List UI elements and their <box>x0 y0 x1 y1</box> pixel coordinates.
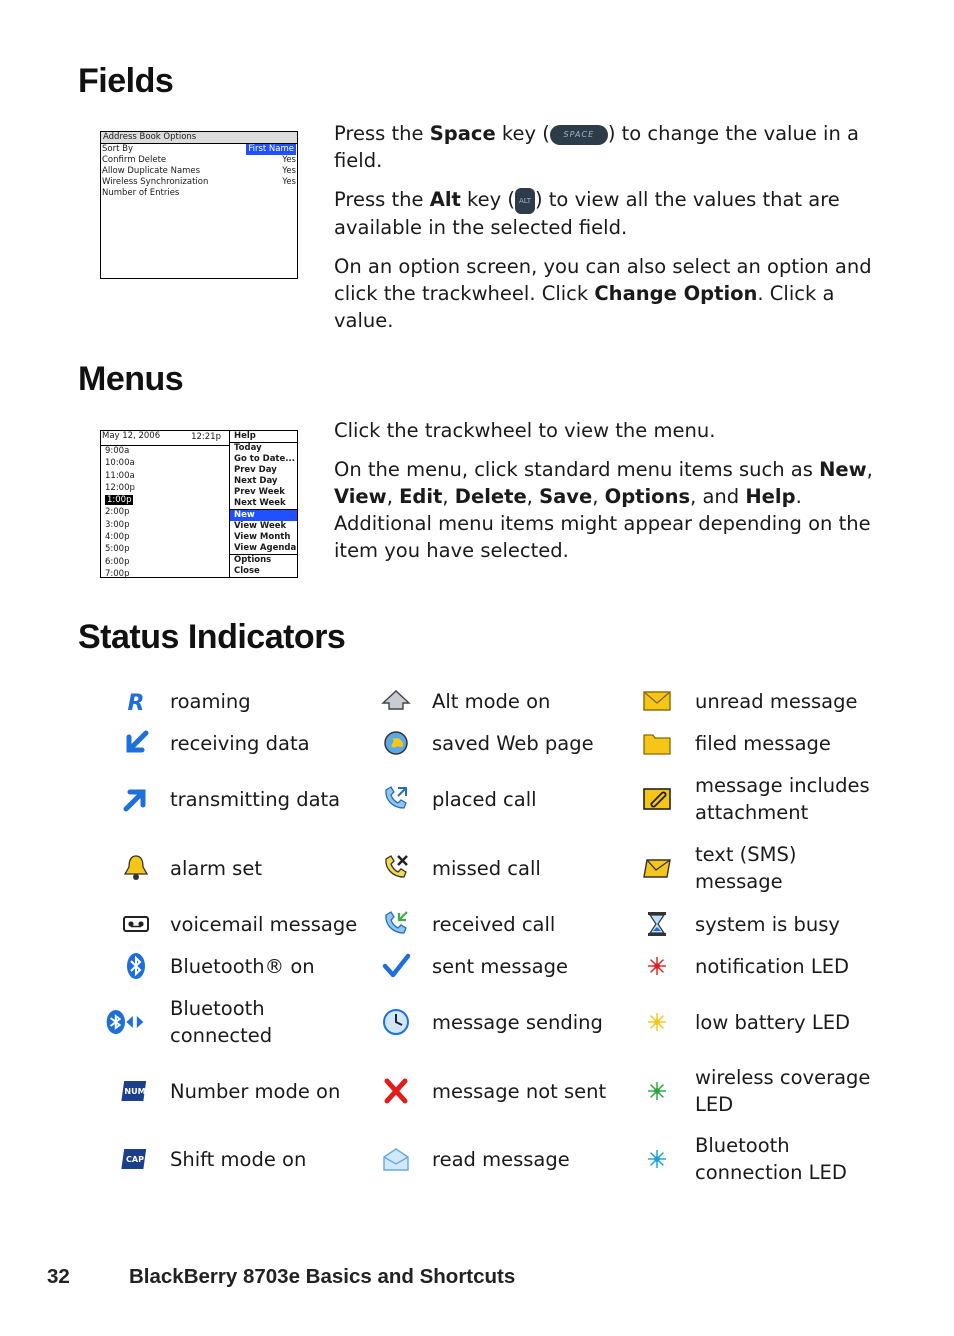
yellow-led-icon <box>641 1006 673 1038</box>
placed-call-icon <box>380 783 412 815</box>
checkmark-icon <box>380 950 412 982</box>
option-label: Sort By <box>102 144 133 154</box>
fields-paragraph-alt: Press the Alt key ( ALT ) to view all the values that are available in the selected field. <box>334 188 840 239</box>
menu-item[interactable]: Next Week <box>230 498 298 510</box>
menu-item[interactable]: View Agenda <box>230 543 298 555</box>
menu-item[interactable]: Options <box>234 555 272 565</box>
menu-item[interactable]: View Week <box>234 521 287 531</box>
cap-mode-icon <box>120 1143 152 1175</box>
option-row[interactable] <box>101 155 297 166</box>
voicemail-icon <box>120 908 152 940</box>
missed-call-icon <box>380 852 412 884</box>
page-number: 32 <box>47 1265 70 1288</box>
status-label: placed call <box>432 787 537 811</box>
status-label: low battery LED <box>695 1010 851 1034</box>
status-label: Bluetooth connection LED <box>695 1134 847 1184</box>
received-call-icon <box>380 908 412 940</box>
footer-title: BlackBerry 8703e Basics and Shortcuts <box>129 1265 516 1288</box>
status-label: sent message <box>432 954 568 978</box>
status-label: message sending <box>432 1010 603 1034</box>
calendar-time-slot[interactable]: 4:00p <box>105 532 130 543</box>
menu-item[interactable]: Help <box>230 431 298 443</box>
transmitting-data-icon <box>120 783 152 815</box>
calendar-time-slot[interactable]: 11:00a <box>105 470 135 481</box>
status-label: Shift mode on <box>170 1147 307 1171</box>
alarm-icon <box>120 852 152 884</box>
calendar-time-slot[interactable]: 12:00p <box>105 482 135 493</box>
menu-screen <box>100 430 298 578</box>
calendar-time-slot[interactable]: 3:00p <box>105 519 130 530</box>
status-label: message includes attachment <box>695 774 870 824</box>
status-label: saved Web page <box>432 731 594 755</box>
status-label: filed message <box>695 731 831 755</box>
calendar-time: 12:21p <box>191 432 221 442</box>
menu-item[interactable]: View Month <box>234 532 291 542</box>
calendar-time-slot[interactable]: 9:00a <box>105 446 130 456</box>
fields-paragraph-option: On an option screen, you can also select an option and click the trackwheel. Click Change Option. Click a value. <box>334 255 872 332</box>
status-label: transmitting data <box>170 787 341 811</box>
svg-text:CAP: CAP <box>126 1155 144 1164</box>
calendar-time-slot[interactable]: 7:00p <box>105 568 130 578</box>
menu-item[interactable]: Close <box>234 566 260 576</box>
calendar-time-slot[interactable]: 10:00a <box>105 458 135 469</box>
calendar-date: May 12, 2006 <box>102 431 161 441</box>
roaming-icon <box>120 685 152 717</box>
calendar-day-view <box>101 431 229 577</box>
fields-paragraph-space: Press the Space key ( SPACE ) to change the value in a field. <box>334 122 859 172</box>
calendar-header <box>101 431 229 446</box>
open-envelope-icon <box>380 1143 412 1175</box>
clock-icon <box>380 1006 412 1038</box>
blue-led-icon <box>641 1143 673 1175</box>
sms-icon <box>641 852 673 884</box>
options-screen <box>100 131 298 279</box>
options-screen-title: Address Book Options <box>101 132 297 144</box>
context-menu <box>229 431 298 577</box>
status-label: receiving data <box>170 731 310 755</box>
menus-paragraph-1: Click the trackwheel to view the menu. <box>334 419 716 442</box>
status-label: alarm set <box>170 856 262 880</box>
status-label: notification LED <box>695 954 850 978</box>
menu-item[interactable]: Go to Date... <box>234 454 295 464</box>
attachment-icon <box>641 783 673 815</box>
green-led-icon <box>641 1075 673 1107</box>
receiving-data-icon <box>120 727 152 759</box>
menu-item[interactable]: Prev Week <box>234 487 285 497</box>
status-indicators-heading: Status Indicators <box>78 618 346 656</box>
calendar-time-slot[interactable]: 1:00p <box>107 495 132 506</box>
status-label: read message <box>432 1147 570 1171</box>
svg-text:NUM: NUM <box>124 1087 146 1096</box>
status-label: Alt mode on <box>432 689 551 713</box>
fields-heading: Fields <box>78 62 174 100</box>
option-value: Yes <box>282 166 296 176</box>
calendar-time-slot[interactable]: 2:00p <box>105 507 130 518</box>
status-label: roaming <box>170 689 251 713</box>
status-label: message not sent <box>432 1079 607 1103</box>
folder-icon <box>641 727 673 759</box>
calendar-time-slot[interactable]: 5:00p <box>105 544 130 555</box>
option-value: First Name <box>248 144 294 154</box>
option-row[interactable] <box>101 177 297 188</box>
option-row[interactable] <box>101 188 297 199</box>
x-icon <box>380 1075 412 1107</box>
alt-key-icon: ALT <box>515 188 535 214</box>
menus-paragraph-2: On the menu, click standard menu items such as New, View, Edit, Delete, Save, Options, and Help. Additional menu items might appear depending on the item you have selected. <box>334 458 873 562</box>
status-label: Number mode on <box>170 1079 341 1103</box>
menu-item[interactable]: New <box>230 510 298 521</box>
menus-heading: Menus <box>78 360 184 398</box>
svg-text:R: R <box>127 691 145 716</box>
status-label: wireless coverage LED <box>695 1066 871 1116</box>
option-label: Confirm Delete <box>102 155 167 165</box>
option-label: Wireless Synchronization <box>102 177 209 187</box>
globe-icon <box>380 727 412 759</box>
envelope-icon <box>641 685 673 717</box>
alt-mode-icon <box>380 685 412 717</box>
status-label: Bluetooth connected <box>170 997 273 1047</box>
menu-item[interactable]: Today <box>234 443 262 453</box>
status-label: received call <box>432 912 556 936</box>
num-mode-icon <box>120 1075 152 1107</box>
status-label: Bluetooth® on <box>170 954 315 978</box>
hourglass-icon <box>641 908 673 940</box>
red-led-icon <box>641 950 673 982</box>
status-label: system is busy <box>695 912 840 936</box>
option-row[interactable] <box>101 144 297 155</box>
option-row[interactable] <box>101 166 297 177</box>
bluetooth-connected-icon <box>104 1006 146 1038</box>
option-value: Yes <box>282 177 296 187</box>
menu-item[interactable]: Next Day <box>234 476 278 486</box>
option-label: Number of Entries <box>102 188 180 198</box>
space-key-icon: SPACE <box>550 125 608 145</box>
option-value: Yes <box>282 155 296 165</box>
option-label: Allow Duplicate Names <box>102 166 201 176</box>
status-label: unread message <box>695 689 858 713</box>
calendar-time-slot[interactable]: 6:00p <box>105 556 130 567</box>
menu-item[interactable]: Prev Day <box>234 465 277 475</box>
status-label: voicemail message <box>170 912 358 936</box>
status-label: text (SMS) message <box>695 843 797 893</box>
bluetooth-icon <box>120 950 152 982</box>
status-label: missed call <box>432 856 541 880</box>
